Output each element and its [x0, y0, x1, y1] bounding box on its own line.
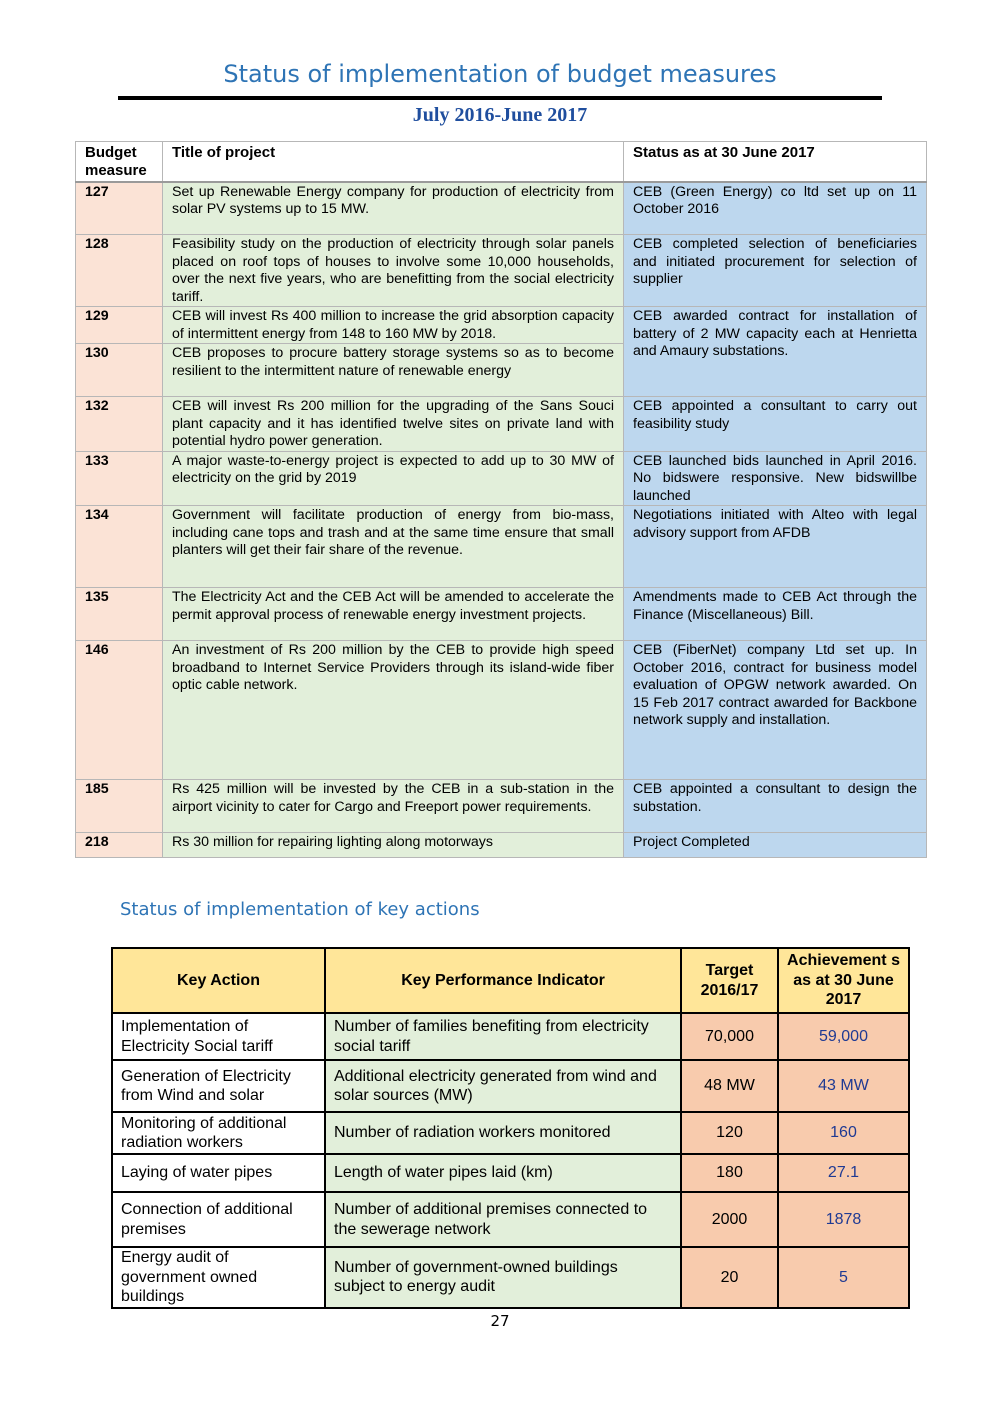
budget-measure-number: 127: [76, 182, 163, 235]
table-header-row: [76, 142, 927, 182]
target-value: 120: [681, 1112, 778, 1154]
achievement-value: 160: [778, 1112, 909, 1154]
table-row: [76, 451, 927, 506]
achievement-value: 1878: [778, 1192, 909, 1247]
project-title: Set up Renewable Energy company for production of electricity from solar PV systems up to 15 MW.: [163, 182, 624, 235]
table-header-row: [112, 948, 909, 1013]
budget-measure-number: 185: [76, 780, 163, 833]
key-action: Generation of Electricity from Wind and solar: [112, 1060, 325, 1112]
achievement-value: 43 MW: [778, 1060, 909, 1112]
table-row: [112, 1060, 909, 1112]
table-row: [76, 182, 927, 235]
project-title: Rs 30 million for repairing lighting along motorways: [163, 833, 624, 858]
project-status: Project Completed: [624, 833, 927, 858]
budget-measure-number: 134: [76, 506, 163, 588]
key-action: Implementation of Electricity Social tariff: [112, 1013, 325, 1060]
budget-measure-number: 132: [76, 397, 163, 452]
table-row: [76, 506, 927, 588]
page-number: 27: [490, 1312, 510, 1330]
key-action: Connection of additional premises: [112, 1192, 325, 1247]
project-title: CEB will invest Rs 200 million for the upgrading of the Sans Souci plant capacity and it has identified twelve sites on private land with potential hydro power generation.: [163, 397, 624, 452]
project-status: CEB awarded contract for installation of battery of 2 MW capacity each at Henrietta and Amaury substations.: [624, 307, 927, 397]
project-status: Negotiations initiated with Alteo with legal advisory support from AFDB: [624, 506, 927, 588]
key-actions-heading: Status of implementation of key actions: [120, 899, 480, 920]
column-header-target: Target 2016/17: [681, 948, 778, 1013]
project-status: CEB appointed a consultant to carry out feasibility study: [624, 397, 927, 452]
achievement-value: 59,000: [778, 1013, 909, 1060]
column-header-title: Title of project: [163, 142, 624, 182]
kpi: Number of families benefiting from electricity social tariff: [325, 1013, 681, 1060]
budget-measures-table: [75, 141, 927, 858]
key-action: Laying of water pipes: [112, 1154, 325, 1192]
budget-measure-number: 146: [76, 641, 163, 780]
project-title: CEB will invest Rs 400 million to increase the grid absorption capacity of intermittent energy from 148 to 160 MW by 2018.: [163, 307, 624, 344]
kpi: Length of water pipes laid (km): [325, 1154, 681, 1192]
achievement-value: 27.1: [778, 1154, 909, 1192]
column-header-budget-measure: Budget measure: [76, 142, 163, 182]
table-row: [112, 1154, 909, 1192]
key-actions-table: [111, 947, 910, 1309]
project-title: Government will facilitate production of energy from bio-mass, including cane tops and trash and at the same time ensure that small planters will get their fair share of the revenue.: [163, 506, 624, 588]
target-value: 70,000: [681, 1013, 778, 1060]
kpi: Number of government-owned buildings subject to energy audit: [325, 1247, 681, 1308]
budget-measure-number: 135: [76, 588, 163, 641]
budget-measure-number: 129: [76, 307, 163, 344]
kpi: Number of additional premises connected to the sewerage network: [325, 1192, 681, 1247]
column-header-status: Status as at 30 June 2017: [624, 142, 927, 182]
table-row: [76, 235, 927, 307]
project-status: CEB (Green Energy) co ltd set up on 11 October 2016: [624, 182, 927, 235]
project-title: A major waste-to-energy project is expected to add up to 30 MW of electricity on the grid by 2019: [163, 451, 624, 506]
table-row: [76, 397, 927, 452]
page-subtitle: July 2016-June 2017: [412, 104, 588, 126]
project-title: Feasibility study on the production of electricity through solar panels placed on roof tops of houses to involve some 10,000 households, over the next five years, who are benefitting from the social electricity tariff.: [163, 235, 624, 307]
table-row: [76, 780, 927, 833]
target-value: 180: [681, 1154, 778, 1192]
project-status: CEB (FiberNet) company Ltd set up. In October 2016, contract for business model evaluation of OPGW network awarded. On 15 Feb 2017 contract awarded for Backbone network supply and installation.: [624, 641, 927, 780]
budget-measure-number: 128: [76, 235, 163, 307]
key-action: Energy audit of government owned buildings: [112, 1247, 325, 1308]
title-divider: [118, 96, 882, 100]
kpi: Number of radiation workers monitored: [325, 1112, 681, 1154]
table-row: [112, 1192, 909, 1247]
achievement-value: 5: [778, 1247, 909, 1308]
project-status: Amendments made to CEB Act through the Finance (Miscellaneous) Bill.: [624, 588, 927, 641]
table-row: [112, 1112, 909, 1154]
table-row: [112, 1013, 909, 1060]
kpi: Additional electricity generated from wind and solar sources (MW): [325, 1060, 681, 1112]
project-title: CEB proposes to procure battery storage systems so as to become resilient to the intermittent nature of renewable energy: [163, 344, 624, 397]
target-value: 20: [681, 1247, 778, 1308]
project-title: An investment of Rs 200 million by the CEB to provide high speed broadband to Internet Service Providers through its island-wide fiber optic cable network.: [163, 641, 624, 780]
column-header-kpi: Key Performance Indicator: [325, 948, 681, 1013]
column-header-achievement: Achievement s as at 30 June 2017: [778, 948, 909, 1013]
project-title: The Electricity Act and the CEB Act will be amended to accelerate the permit approval process of renewable energy investment projects.: [163, 588, 624, 641]
page-title: Status of implementation of budget measures: [223, 60, 777, 88]
table-row: [76, 307, 927, 344]
table-row: [76, 588, 927, 641]
budget-measure-number: 133: [76, 451, 163, 506]
table-row: [76, 641, 927, 780]
project-status: CEB appointed a consultant to design the substation.: [624, 780, 927, 833]
budget-measure-number: 130: [76, 344, 163, 397]
key-action: Monitoring of additional radiation workers: [112, 1112, 325, 1154]
target-value: 2000: [681, 1192, 778, 1247]
table-row: [112, 1247, 909, 1308]
target-value: 48 MW: [681, 1060, 778, 1112]
project-title: Rs 425 million will be invested by the CEB in a sub-station in the airport vicinity to cater for Cargo and Freeport power requirements.: [163, 780, 624, 833]
project-status: CEB launched bids launched in April 2016. No bidswere responsive. New bidswillbe launched: [624, 451, 927, 506]
budget-measure-number: 218: [76, 833, 163, 858]
column-header-key-action: Key Action: [112, 948, 325, 1013]
project-status: CEB completed selection of beneficiaries and initiated procurement for selection of supplier: [624, 235, 927, 307]
table-row: [76, 833, 927, 858]
